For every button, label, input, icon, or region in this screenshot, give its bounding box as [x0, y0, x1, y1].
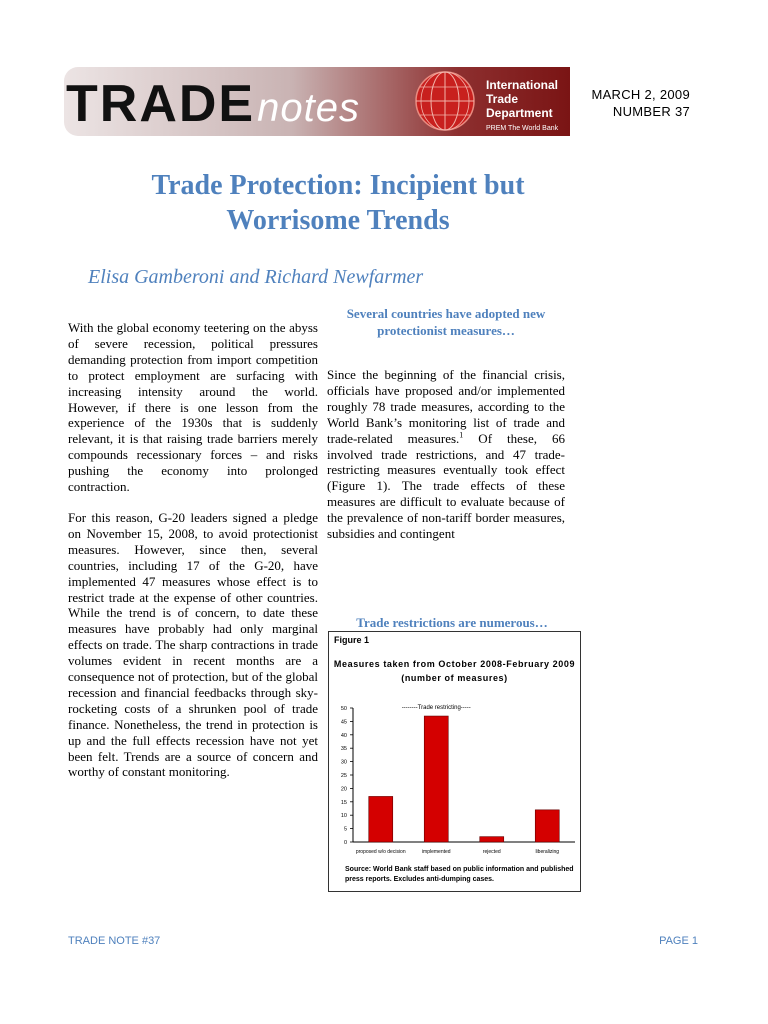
- title-line1: Trade Protection: Incipient but: [151, 170, 525, 201]
- y-tick-label: 15: [340, 799, 347, 806]
- footer-trade-note: TRADE NOTE #37: [68, 935, 161, 947]
- issue-date: MARCH 2, 2009: [591, 87, 690, 102]
- figure-title-line1: Measures taken from October 2008-February 2009: [333, 659, 576, 669]
- article-title: [70, 168, 606, 238]
- y-tick-label: 40: [340, 732, 347, 739]
- x-category-label: rejected: [482, 849, 501, 855]
- y-tick-label: 45: [340, 719, 347, 726]
- dept-line2: Trade: [486, 92, 519, 106]
- title-line2: Worrisome Trends: [226, 205, 450, 236]
- bar: [480, 837, 504, 842]
- bar: [424, 716, 448, 842]
- y-tick-label: 35: [340, 746, 347, 753]
- left-column: [68, 320, 318, 795]
- left-paragraph-2: For this reason, G-20 leaders signed a pledge on November 15, 2008, to avoid protectionist measures. However, since then, several countries, including 17 of the G-20, have implemented 47 measures whose effect is to restrict trade at the expense of other countries. While the trend is of concern, to date these measures have probably had only marginal effects on trade. The sharp contractions in trade volumes evident in recent months are a consequence not of protection, but of the global recession and financial feedbacks through sky-rocketing costs of a shrunken pool of trade finance. Nonetheless, the trend in protection is up and the full effects recession have not yet been felt. Trends are a source of concern and worthy of constant monitoring.: [68, 509, 318, 780]
- article-authors: Elisa Gamberoni and Richard Newfarmer: [88, 266, 424, 288]
- footer-page-number: PAGE 1: [659, 935, 698, 947]
- bar-chart: [329, 632, 580, 891]
- right-paragraph-1a: Since the beginning of the financial crisis, officials have proposed and/or implemented roughly 78 trade measures, according to the World Bank’s monitoring list of trade and trade-related measures.: [327, 367, 565, 446]
- right-paragraph-1: [327, 367, 565, 542]
- bar: [535, 810, 559, 842]
- callout-protectionist: Several countries have adopted new protectionist measures…: [346, 306, 546, 338]
- chart-annotation: --------Trade restricting-----: [401, 705, 471, 711]
- y-tick-label: 0: [343, 840, 347, 846]
- department-logo-text: [486, 78, 558, 136]
- dept-line3: Department: [486, 106, 553, 120]
- issue-number: NUMBER 37: [612, 104, 690, 119]
- dept-line1: International: [486, 78, 559, 92]
- footnote-ref: 1: [459, 430, 464, 440]
- dept-subline: PREM The World Bank: [486, 125, 559, 132]
- x-category-label: liberalizing: [535, 849, 560, 855]
- right-column: [327, 367, 565, 557]
- x-category-label: implemented: [421, 849, 451, 855]
- y-tick-label: 30: [340, 759, 347, 766]
- issue-info: [591, 86, 690, 120]
- y-tick-label: 25: [340, 773, 347, 779]
- figure-title-line2: (number of measures): [401, 673, 508, 683]
- right-paragraph-1b: Of these, 66 involved trade restrictions, and 47 trade-restricting measures eventually took effect (Figure 1). The trade effects of these measures are difficult to evaluate because of the prevalence of non-tariff border measures, subsidies and contingent: [327, 430, 565, 542]
- left-paragraph-1: With the global economy teetering on the abyss of severe recession, political pressures demanding protection from import competition to protect employment are surfacing with increasing intensity around the world. However, if there is one lesson from the experience of the 1930s that is suddenly relevant, it is that raising trade barriers merely compounds recessionary forces – and risks pushing the economy into prolonged contraction.: [68, 320, 318, 495]
- brand-main: TRADE: [66, 75, 256, 133]
- y-tick-label: 50: [340, 706, 347, 712]
- y-tick-label: 5: [343, 826, 347, 833]
- figure-1: [328, 631, 581, 892]
- figure-source: Source: World Bank staff based on public information and published press reports. Excludes anti-dumping cases.: [345, 866, 574, 883]
- callout-restrictions: Trade restrictions are numerous…: [356, 615, 548, 630]
- bar: [369, 796, 393, 842]
- y-tick-label: 20: [340, 786, 347, 793]
- globe-icon: [414, 70, 476, 132]
- x-category-label: proposed w/o decision: [355, 849, 406, 855]
- brand-sub: notes: [257, 86, 360, 130]
- y-tick-label: 10: [340, 813, 347, 820]
- trade-notes-logo: [66, 75, 360, 133]
- figure-label: Figure 1: [334, 635, 370, 645]
